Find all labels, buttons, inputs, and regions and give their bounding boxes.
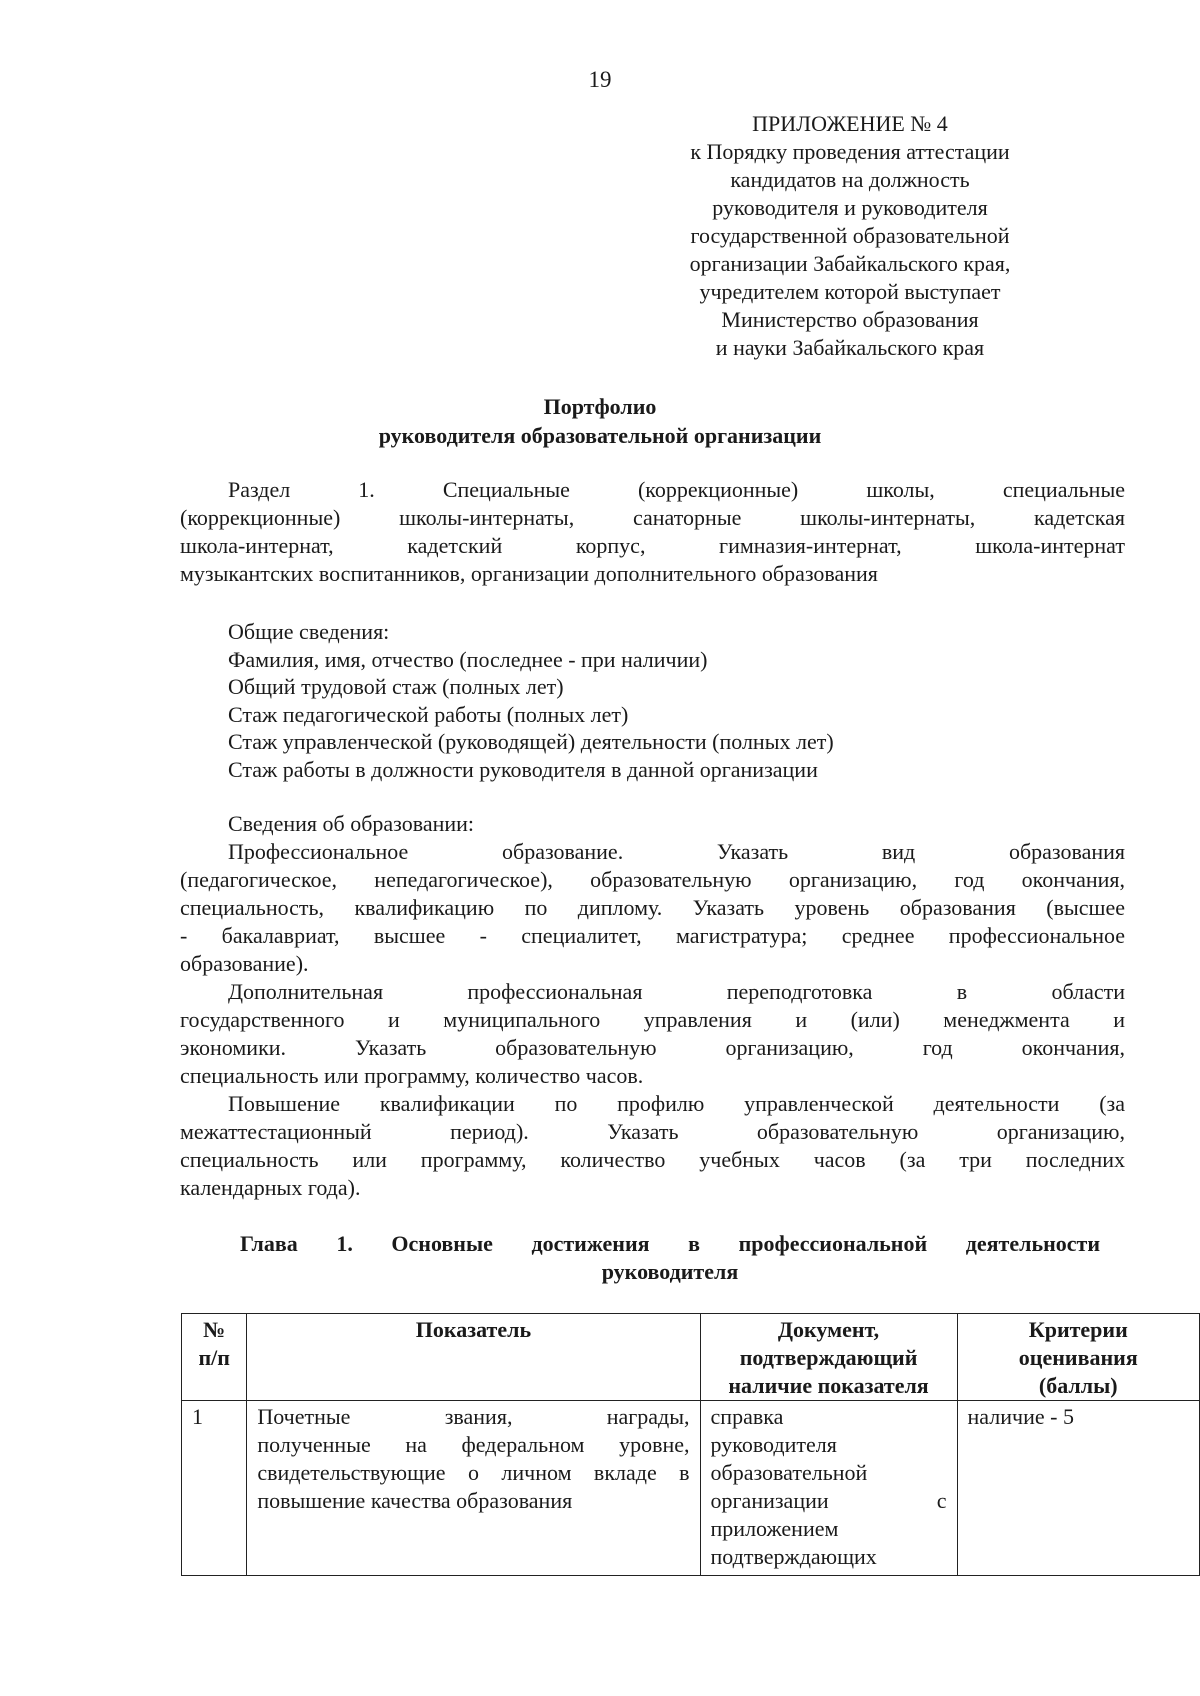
education-line: (педагогическое, непедагогическое), образовательную организацию, год окончания, — [180, 867, 1125, 892]
appendix-line: ПРИЛОЖЕНИЕ № 4 — [752, 111, 948, 136]
education-line: межаттестационный период). Указать образовательную организацию, — [180, 1119, 1125, 1144]
appendix-line: руководителя и руководителя — [712, 195, 988, 220]
education-line: календарных года). — [180, 1175, 361, 1200]
appendix-line: учредителем которой выступает — [699, 279, 1001, 304]
section-line: Раздел 1. Специальные (коррекционные) школы, специальные — [228, 477, 1125, 502]
header-num — [182, 1314, 247, 1401]
section-line: школа-интернат, кадетский корпус, гимназия-интернат, школа-интернат — [180, 533, 1125, 558]
header-criteria-line: оценивания — [1018, 1345, 1138, 1370]
table-row — [182, 1401, 1200, 1576]
table-header-row — [182, 1314, 1200, 1401]
header-num-line: п/п — [198, 1345, 230, 1370]
appendix-line: кандидатов на должность — [730, 167, 970, 192]
header-num-line: № — [203, 1317, 226, 1342]
document-line: справка — [710, 1404, 784, 1429]
education-line: государственного и муниципального управления и (или) менеджмента и — [180, 1007, 1125, 1032]
header-document-line: подтверждающий — [739, 1345, 918, 1370]
header-document-line: Документ, — [777, 1317, 880, 1342]
header-indicator — [247, 1314, 700, 1401]
appendix-line: к Порядку проведения аттестации — [690, 139, 1010, 164]
education-line: Повышение квалификации по профилю управленческой деятельности (за — [228, 1091, 1125, 1116]
row-indicator — [247, 1401, 700, 1576]
header-indicator-text: Показатель — [415, 1317, 532, 1342]
header-document-line: наличие показателя — [728, 1373, 929, 1398]
document-title: Портфолио — [543, 394, 657, 419]
section-line: музыкантских воспитанников, организации дополнительного образования — [180, 561, 878, 586]
education-professional — [180, 838, 1125, 978]
education-heading — [228, 810, 1128, 838]
general-item: Стаж педагогической работы (полных лет) — [228, 701, 629, 727]
indicator-line: Почетные звания, награды, — [257, 1404, 690, 1429]
appendix-line: Министерство образования — [721, 307, 979, 332]
education-line: Профессиональное образование. Указать вид образования — [228, 839, 1125, 864]
education-line: специальность или программу, количество учебных часов (за три последних — [180, 1147, 1125, 1172]
header-document — [700, 1314, 957, 1401]
row-document — [700, 1401, 957, 1576]
education-line: специальность или программу, количество часов. — [180, 1063, 644, 1088]
chapter-title: Глава 1. Основные достижения в профессиональной деятельности — [240, 1231, 1100, 1256]
general-item: Стаж управленческой (руководящей) деятельности (полных лет) — [228, 729, 834, 754]
section-1-paragraph — [180, 476, 1125, 588]
appendix-line: и науки Забайкальского края — [715, 335, 985, 360]
education-qualification — [180, 1090, 1125, 1202]
education-line: экономики. Указать образовательную организацию, год окончания, — [180, 1035, 1125, 1060]
achievements-table — [181, 1313, 1200, 1576]
general-heading: Общие сведения: — [228, 619, 390, 644]
general-item: Фамилия, имя, отчество (последнее - при наличии) — [228, 646, 708, 672]
header-criteria — [957, 1314, 1199, 1401]
appendix-header — [650, 110, 1050, 362]
document-line: образовательной — [710, 1460, 868, 1485]
indicator-line: полученные на федеральном уровне, — [257, 1432, 690, 1457]
row-criteria — [957, 1401, 1199, 1576]
indicator-line: свидетельствующие о личном вкладе в — [257, 1460, 690, 1485]
header-criteria-line: (баллы) — [1038, 1373, 1118, 1398]
document-subtitle: руководителя образовательной организации — [378, 423, 822, 448]
section-line: (коррекционные) школы-интернаты, санаторные школы-интернаты, кадетская — [180, 505, 1125, 530]
row-num — [182, 1401, 247, 1576]
education-additional — [180, 978, 1125, 1090]
criteria-text: наличие - 5 — [967, 1404, 1074, 1429]
document-line: организации с — [710, 1488, 947, 1513]
appendix-line: государственной образовательной — [690, 223, 1010, 248]
document-line: руководителя — [710, 1432, 837, 1457]
general-item: Общий трудовой стаж (полных лет) — [228, 674, 564, 699]
document-line: подтверждающих — [710, 1544, 877, 1569]
document-line: приложением — [710, 1516, 839, 1541]
education-line: Дополнительная профессиональная переподготовка в области — [228, 979, 1125, 1004]
indicator-line: повышение качества образования — [257, 1488, 573, 1513]
education-line: специальность, квалификацию по диплому. Указать уровень образования (высшее — [180, 895, 1125, 920]
page-number: 19 — [588, 67, 612, 92]
education-line: - бакалавриат, высшее - специалитет, магистратура; среднее профессиональное — [180, 923, 1125, 948]
chapter-heading — [240, 1230, 1100, 1286]
education-line: образование). — [180, 951, 309, 976]
education-heading-text: Сведения об образовании: — [228, 811, 475, 836]
appendix-line: организации Забайкальского края, — [689, 251, 1011, 276]
chapter-title-cont: руководителя — [601, 1259, 739, 1284]
general-info — [228, 618, 1128, 783]
general-item: Стаж работы в должности руководителя в данной организации — [228, 756, 818, 782]
row-num-text: 1 — [192, 1404, 203, 1429]
header-criteria-line: Критерии — [1028, 1317, 1128, 1342]
